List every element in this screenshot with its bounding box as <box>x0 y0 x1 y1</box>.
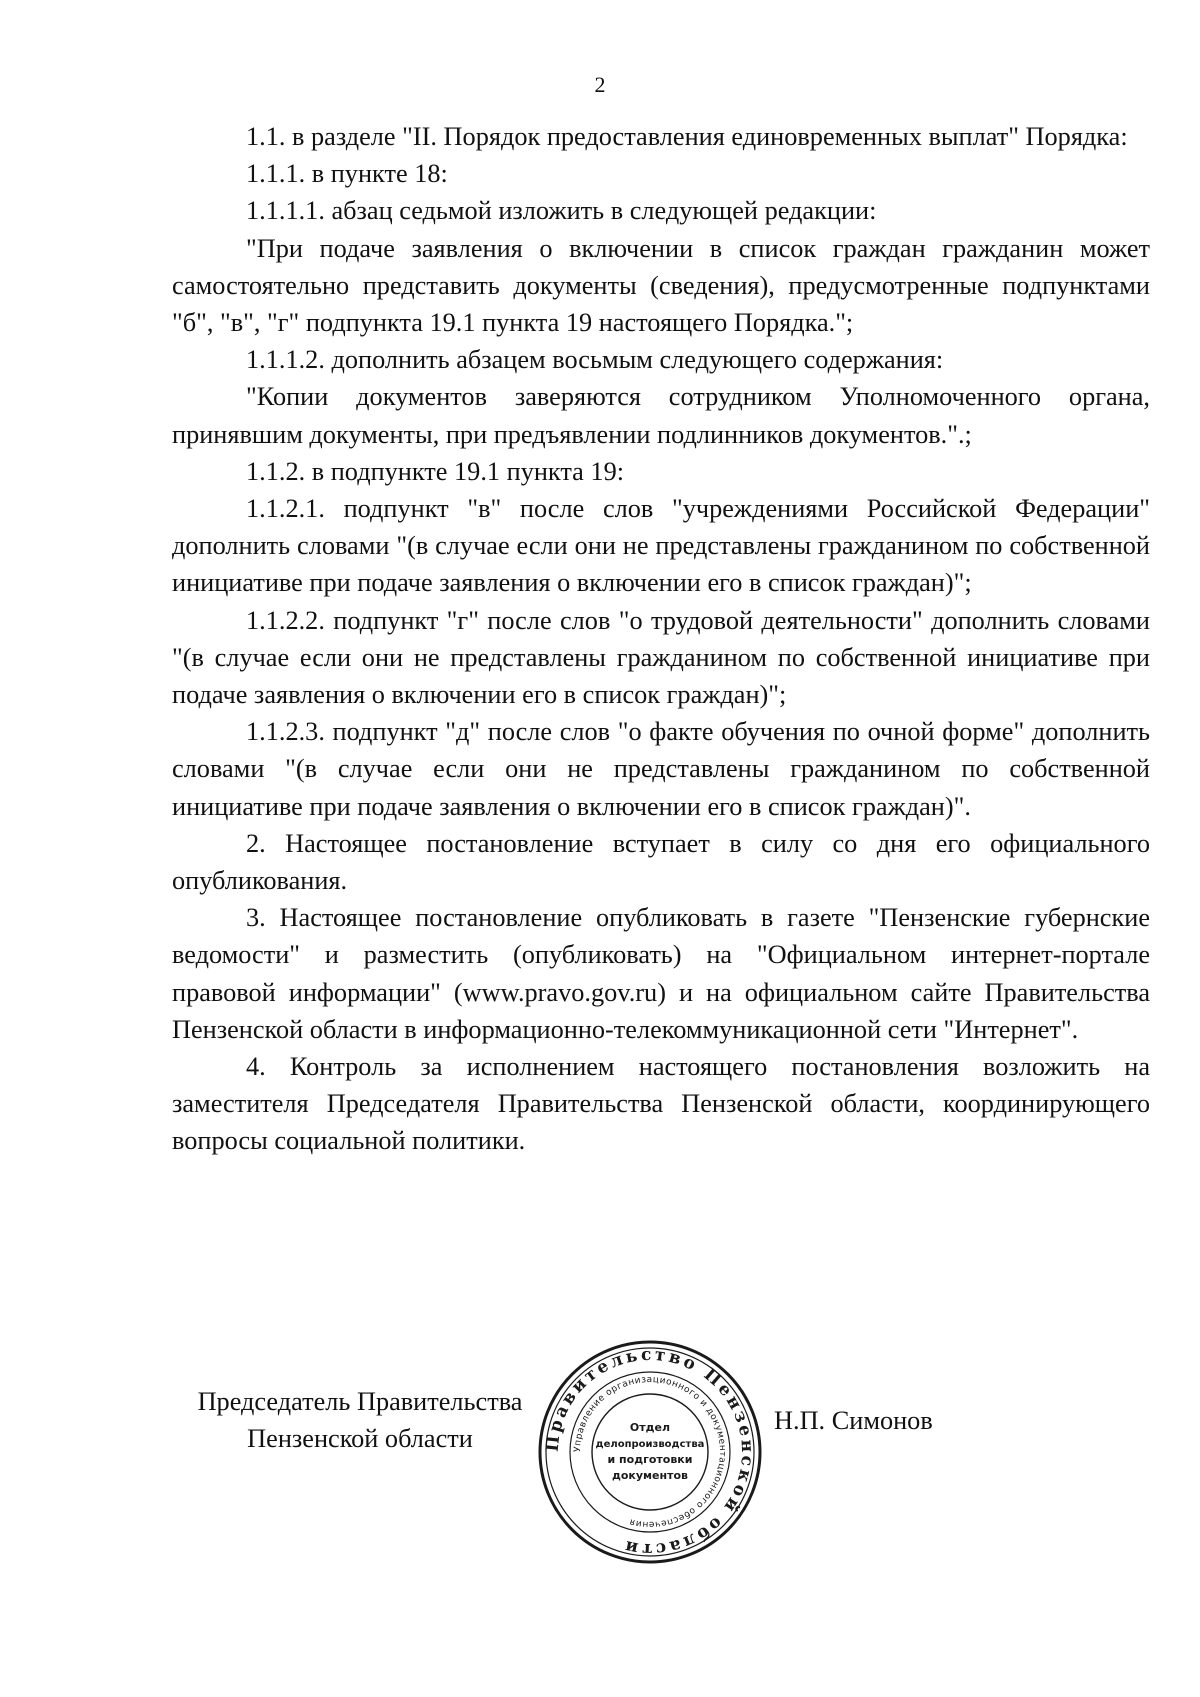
paragraph-1-1-1: 1.1.1. в пункте 18: <box>246 159 448 189</box>
paragraph-1-1-2-3: 1.1.2.3. подпункт "д" после слов "о факте обучения по очной форме" дополнить словами "(в случае если они не представлены гражданином по собственной инициативе при подаче заявления о включении его в список граждан)". <box>172 717 1150 821</box>
seal-outer-text: Правительство Пензенской области <box>542 1344 758 1560</box>
signatory-title-line2: Пензенской области <box>247 1424 473 1454</box>
paragraph-1-1: 1.1. в разделе "II. Порядок предоставления единовременных выплат" Порядка: <box>246 122 1128 151</box>
official-seal <box>535 1337 765 1567</box>
seal-center-line2: делопроизводства <box>595 1439 705 1450</box>
paragraph-1-1-2-1: 1.1.2.1. подпункт "в" после слов "учреждениями Российской Федерации" дополнить словами "(в случае если они не представлены гражданином по собственной инициативе при подаче заявления о включении его в список граждан)"; <box>172 494 1150 598</box>
document-body <box>172 118 1150 1160</box>
paragraph-3: 3. Настоящее постановление опубликовать в газете "Пензенские губернские ведомости" и разместить (опубликовать) на "Официальном интернет-портале правовой информации" (www.pravo.gov.ru) и на официальном сайте Правительства Пензенской области в информационно-телекоммуникационной сети "Интернет". <box>172 903 1150 1044</box>
seal-center-line4: документов <box>611 1469 689 1482</box>
seal-inner-ring <box>592 1394 708 1510</box>
signatory-name: Н.П. Симонов <box>774 1406 933 1435</box>
paragraph-1-1-2: 1.1.2. в подпункте 19.1 пункта 19: <box>246 456 625 486</box>
paragraph-1-1-1-2: 1.1.1.2. дополнить абзацем восьмым следующего содержания: <box>246 345 944 375</box>
seal-center-line1: Отдел <box>629 1421 671 1434</box>
paragraph-2: 2. Настоящее постановление вступает в силу со дня его официального опубликования. <box>172 828 1150 896</box>
seal-inner-text: Управление организационного и документационного обеспечения <box>572 1374 728 1530</box>
page-number: 2 <box>594 72 606 97</box>
signatory-title-line1: Председатель Правительства <box>197 1387 523 1416</box>
paragraph-quote-2: "Копии документов заверяются сотрудником Уполномоченного органа, принявшим документы, при предъявлении подлинников документов.".; <box>172 382 1150 449</box>
seal-ring-3 <box>570 1372 730 1532</box>
paragraph-1-1-1-1: 1.1.1.1. абзац седьмой изложить в следующей редакции: <box>246 196 877 226</box>
paragraph-quote-1: "При подаче заявления о включении в список граждан гражданин может самостоятельно представить документы (сведения), предусмотренные подпунктами "б", "в", "г" подпункта 19.1 пункта 19 настоящего Порядка."; <box>172 233 1150 338</box>
paragraph-4: 4. Контроль за исполнением настоящего постановления возложить на заместителя Председателя Правительства Пензенской области, координирующего вопросы социальной политики. <box>172 1052 1150 1156</box>
paragraph-1-1-2-2: 1.1.2.2. подпункт "г" после слов "о трудовой деятельности" дополнить словами "(в случае если они не представлены гражданином по собственной инициативе при подаче заявления о включении его в список граждан)"; <box>172 605 1150 710</box>
seal-center <box>596 1421 705 1482</box>
signatory-title <box>180 1383 540 1457</box>
seal-center-line3: и подготовки <box>607 1453 693 1466</box>
